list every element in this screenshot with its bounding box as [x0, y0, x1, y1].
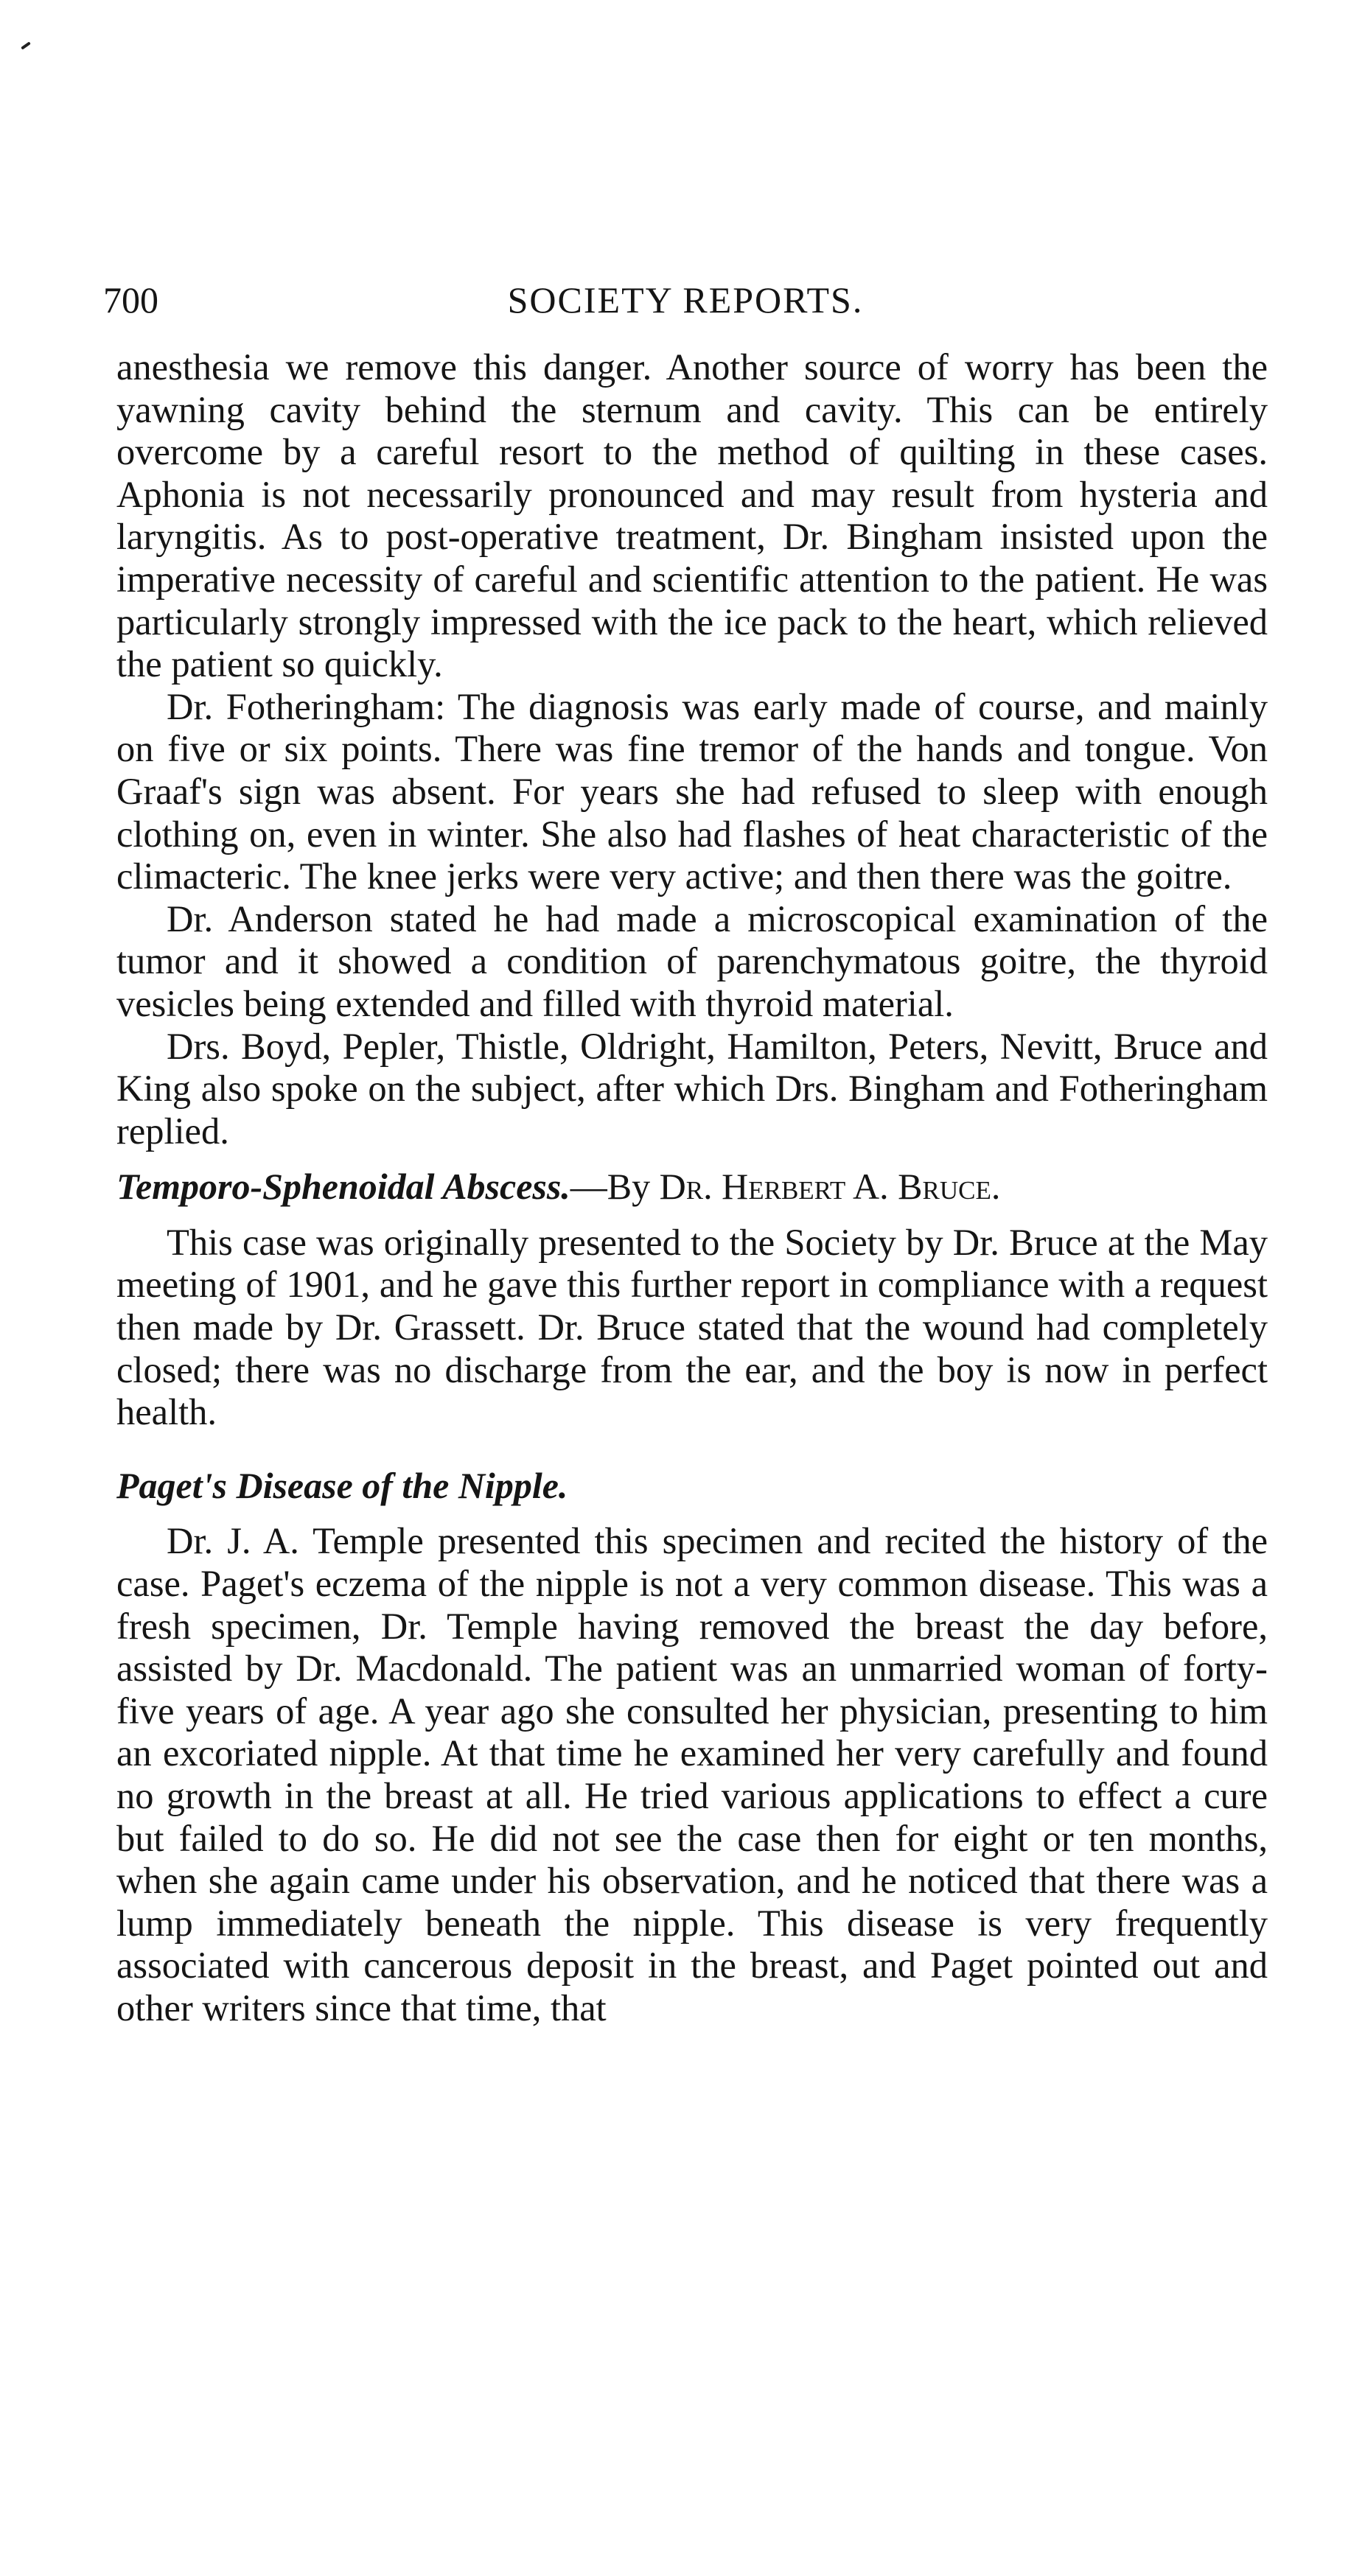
running-title: SOCIETY REPORTS.	[507, 279, 864, 321]
paragraph-fotheringham: Dr. Fotheringham: The diagnosis was early made of course, and mainly on five or six points. There was fine tremor of the hands and tongue. Von Graaf's sign was absent. For years she had refused to sleep with enough clothing on, even in winter. She also had flashes of heat characteristic of the climacteric. The knee jerks were very active; and then there was the goitre.	[116, 685, 1268, 897]
section-title-abscess: Temporo-Sphenoidal Abscess.	[116, 1166, 570, 1208]
paragraph-paget-report: Dr. J. A. Temple presented this specimen and recited the history of the case. Paget's eczema of the nipple is not a very common disease. This was a fresh specimen, Dr. Temple having removed the breast the day before, assisted by Dr. Macdonald. The patient was an unmarried woman of forty-five years of age. A year ago she consulted her physician, presenting to him an excoriated nipple. At that time he examined her very carefully and found no growth in the breast at all. He tried various applications to effect a cure but failed to do so. He did not see the case then for eight or ten months, when she again came under his observation, and he noticed that there was a lump immediately beneath the nipple. This disease is very frequently associated with cancerous deposit in the breast, and Paget pointed out and other writers since that time, that	[116, 1520, 1268, 2029]
paragraph-discussion: Drs. Boyd, Pepler, Thistle, Oldright, Hamilton, Peters, Nevitt, Bruce and King also spoke on the subject, after which Drs. Bingham and Fotheringham replied.	[116, 1025, 1268, 1152]
byline-prefix: —By	[570, 1166, 660, 1208]
paragraph-anesthesia: anesthesia we remove this danger. Another source of worry has been the yawning cavity behind the sternum and cavity. This can be entirely overcome by a careful resort to the method of quilting in these cases. Aphonia is not necessarily pronounced and may result from hysteria and laryngitis. As to post-operative treatment, Dr. Bingham insisted upon the imperative necessity of careful and scientific attention to the patient. He was particularly strongly impressed with the ice pack to the heart, which relieved the patient so quickly.	[116, 346, 1268, 685]
page-number: 700	[103, 279, 158, 321]
paragraph-anderson: Dr. Anderson stated he had made a microscopical examination of the tumor and it showed a condition of parenchymatous goitre, the thyroid vesicles being extended and filled with thyroid material.	[116, 897, 1268, 1024]
section-heading-abscess	[116, 1166, 1268, 1208]
byline-author: Dr. Herbert A. Bruce.	[659, 1166, 1001, 1208]
running-head	[103, 274, 1268, 326]
body-text	[116, 346, 1268, 2030]
stray-ink-mark	[21, 41, 31, 49]
section-heading-paget: Paget's Disease of the Nipple.	[116, 1464, 568, 1506]
paragraph-abscess-report: This case was originally presented to the Society by Dr. Bruce at the May meeting of 1901, and he gave this further report in compliance with a request then made by Dr. Grassett. Dr. Bruce stated that the wound had completely closed; there was no discharge from the ear, and the boy is now in perfect health.	[116, 1221, 1268, 1433]
